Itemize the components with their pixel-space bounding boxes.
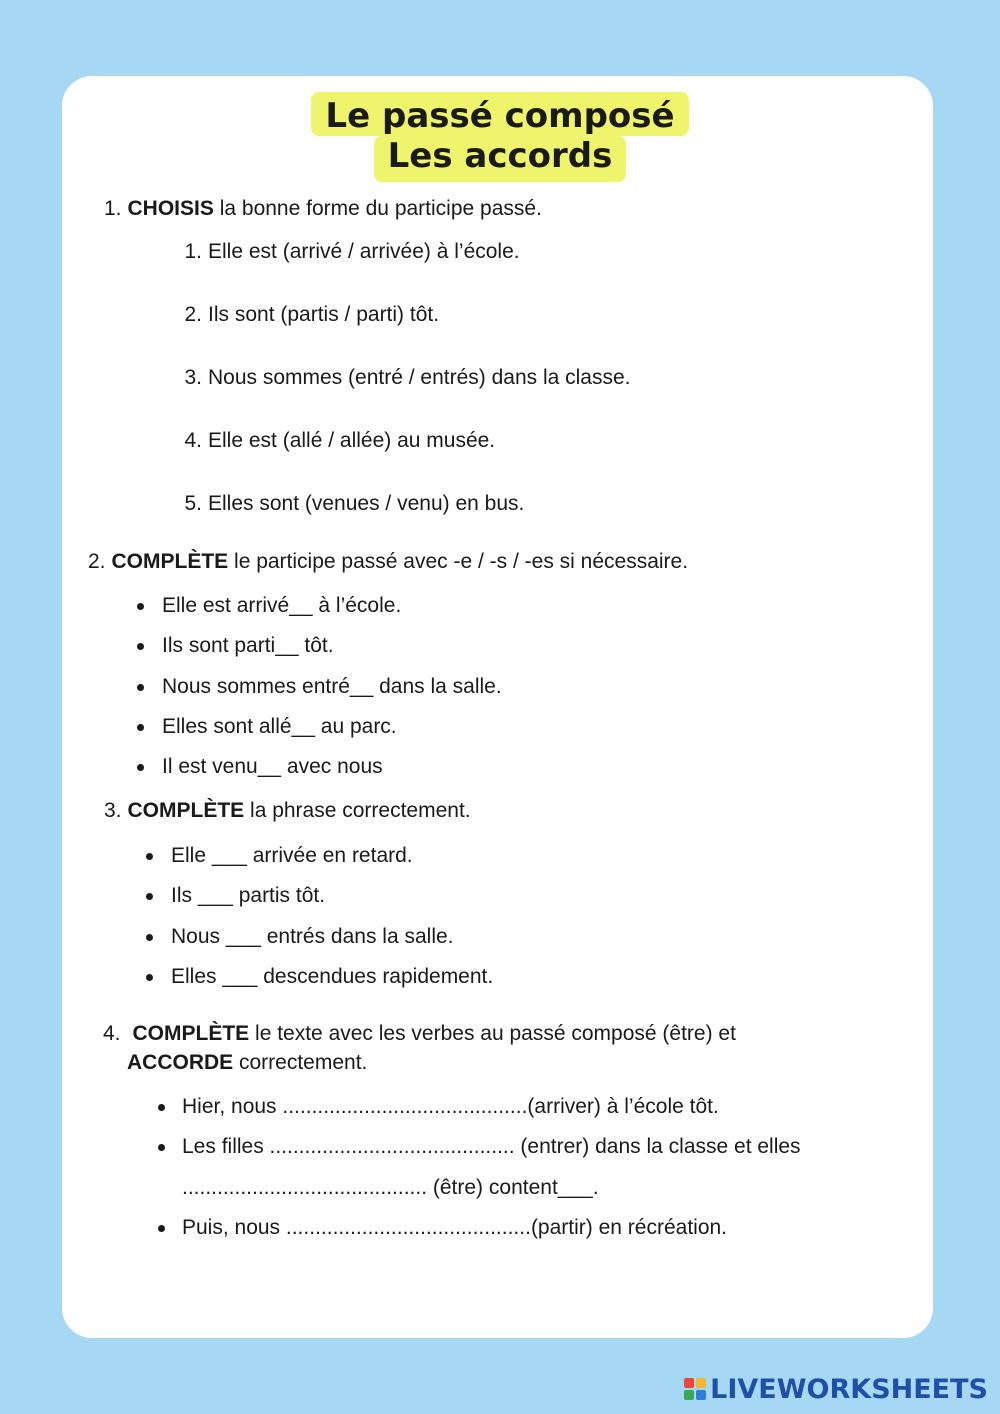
list-item: Ils ___ partis tôt. xyxy=(171,884,326,907)
section-keyword: CHOISIS xyxy=(127,197,214,220)
title-line-2: Les accords xyxy=(374,136,627,182)
section-keyword: ACCORDE xyxy=(127,1051,234,1074)
list-item: Nous ___ entrés dans la salle. xyxy=(171,925,454,948)
bullet-icon xyxy=(137,603,144,610)
section4-heading xyxy=(103,1021,736,1047)
bullet-icon xyxy=(137,764,144,771)
brand-name: LIVEWORKSHEETS xyxy=(710,1373,988,1405)
logo-icon xyxy=(684,1378,706,1400)
list-item: Hier, nous ..........................................(arriver) à l’école tôt. xyxy=(182,1095,719,1118)
section-keyword: COMPLÈTE xyxy=(132,1022,250,1045)
list-item: 2. Ils sont (partis / parti) tôt. xyxy=(184,303,440,326)
section-keyword: COMPLÈTE xyxy=(127,799,245,822)
bullet-icon xyxy=(158,1225,165,1232)
bullet-icon xyxy=(137,724,144,731)
page-title xyxy=(0,92,1000,182)
section-keyword: COMPLÈTE xyxy=(111,550,229,573)
section-instruction: la bonne forme du participe passé. xyxy=(213,197,542,220)
bullet-icon xyxy=(146,934,153,941)
section-instruction: la phrase correctement. xyxy=(244,799,471,822)
bullet-icon xyxy=(137,643,144,650)
list-item: Les filles .......................................... (entrer) dans la classe et elles xyxy=(182,1135,801,1158)
bullet-icon xyxy=(137,684,144,691)
section4-heading-continued xyxy=(127,1050,367,1076)
section-number: 1. xyxy=(104,197,122,220)
section1-heading xyxy=(104,196,542,222)
list-item: Ils sont parti__ tôt. xyxy=(162,634,334,657)
list-item: Nous sommes entré__ dans la salle. xyxy=(162,675,502,698)
bullet-icon xyxy=(146,893,153,900)
section-instruction: le texte avec les verbes au passé composé (être) et xyxy=(249,1022,736,1045)
list-item: Il est venu__ avec nous xyxy=(162,755,383,778)
bullet-icon xyxy=(146,974,153,981)
list-item: Elles sont allé__ au parc. xyxy=(162,715,397,738)
bullet-icon xyxy=(158,1104,165,1111)
list-item: 5. Elles sont (venues / venu) en bus. xyxy=(184,492,525,515)
list-item: Elles ___ descendues rapidement. xyxy=(171,965,494,988)
bullet-icon xyxy=(146,853,153,860)
section3-heading xyxy=(104,798,471,824)
list-item: Puis, nous ..........................................(partir) en récréation. xyxy=(182,1216,728,1239)
section-instruction: le participe passé avec -e / -s / -es si nécessaire. xyxy=(228,550,689,573)
section-number: 3. xyxy=(104,799,122,822)
section2-heading xyxy=(88,549,688,575)
list-item: 3. Nous sommes (entré / entrés) dans la classe. xyxy=(184,366,631,389)
liveworksheets-logo xyxy=(684,1374,988,1404)
list-item: .......................................... (être) content___. xyxy=(182,1176,599,1199)
list-item: 4. Elle est (allé / allée) au musée. xyxy=(184,429,496,452)
list-item: 1. Elle est (arrivé / arrivée) à l’école. xyxy=(184,240,520,263)
bullet-icon xyxy=(158,1144,165,1151)
list-item: Elle est arrivé__ à l’école. xyxy=(162,594,402,617)
section-number: 4. xyxy=(103,1022,121,1045)
section-instruction: correctement. xyxy=(233,1051,368,1074)
section-number: 2. xyxy=(88,550,106,573)
list-item: Elle ___ arrivée en retard. xyxy=(171,844,413,867)
title-line-1: Le passé composé xyxy=(311,92,688,136)
